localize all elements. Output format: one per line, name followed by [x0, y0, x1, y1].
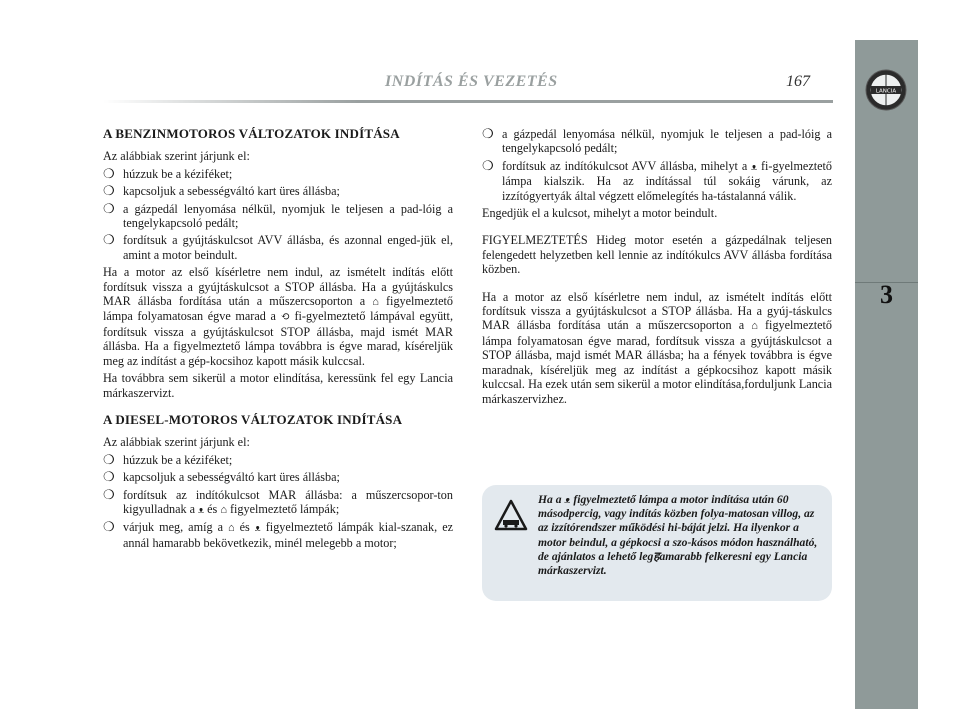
chapter-title: INDÍTÁS ÉS VEZETÉS: [385, 73, 558, 90]
svg-text:LANCIA: LANCIA: [875, 88, 897, 95]
list-item: ❍ fordítsuk a gyújtáskulcsot AVV állásba, és azonnal enged-jük el, amint a motor beindult.: [103, 232, 453, 262]
warning-paragraph: FIGYELMEZTETÉS Hideg motor esetén a gázpedálnak teljesen felengedett helyzetben kell lennie az indítókulcs AVV állásba fordítása közben.: [482, 233, 832, 277]
list-item: ❍ húzzuk be a kéziféket;: [103, 451, 233, 467]
engine-check-icon: ⌂: [751, 320, 758, 333]
header-rule: [103, 100, 833, 103]
bullet-icon: ❍: [103, 200, 115, 216]
list-item: ❍ húzzuk be a kéziféket;: [103, 165, 233, 181]
list-item: ❍ kapcsoljuk a sebességváltó kart üres állásba;: [103, 469, 340, 485]
list-item: ❍ a gázpedál lenyomása nélkül, nyomjuk le teljesen a pad-lóig a tengelykapcsoló pedált;: [482, 126, 832, 156]
bullet-icon: ❍: [103, 519, 115, 535]
glow-plug-icon: ᴥ: [751, 160, 758, 173]
intro-text: Az alábbiak szerint járjunk el:: [103, 435, 250, 450]
paragraph: Ha a motor az első kísérletre nem indul, az ismételt indítás előtt fordítsuk vissza a gyújtáskulcsot a STOP állásba. Ha a gyújtáskulcs MAR állásba fordítása után a műszercsoporton a ⌂ figyelmeztető lámpa folyamatosan égve marad a ⟲ fi-gyelmeztető lámpával együtt, fordítsuk vissza a gyújtáskulcsot STOP állásba, majd ismét MAR állásba. Ha a figyelmeztető lámpa továbbra is égve marad, kíséreljük meg az indítást a gép-kocsihoz kapott másik kulccsal.: [103, 265, 454, 368]
bullet-icon: ❍: [103, 165, 115, 181]
paragraph: Engedjük el a kulcsot, mihelyt a motor beindult.: [482, 206, 718, 221]
chapter-sidebar: [855, 40, 918, 709]
glow-plug-icon: ᴥ: [254, 522, 261, 535]
list-item: ❍ a gázpedál lenyomása nélkül, nyomjuk le teljesen a pad-lóig a tengelykapcsoló pedált;: [103, 200, 453, 231]
chapter-number: 3: [880, 280, 893, 309]
intro-text: Az alábbiak szerint járjunk el:: [103, 149, 250, 164]
engine-check-icon: ⌂: [228, 522, 235, 535]
bullet-icon: ❍: [482, 157, 494, 173]
glow-plug-icon: ᴥ: [198, 503, 205, 516]
page-number: 167: [786, 73, 810, 90]
glow-plug-icon: ᴥ: [564, 494, 571, 506]
list-item: ❍ fordítsuk az indítókulcsot MAR állásba: a műszercsopor-ton kigyulladnak a ᴥ és ⌂ figyelmeztető lámpák;: [103, 486, 453, 516]
paragraph: Ha a motor az első kísérletre nem indul, az ismételt indítás előtt fordítsuk vissza a gyújtáskulcsot a STOP állásba. Ha a gyúj-táskulcs MAR állásba fordítása után a műszercsoporton a ⌂ figyelmeztető lámpa folyamatosan égve marad, fordítsuk vissza a gyújtáskulcsot a STOP állásba, majd ismét MAR állásba; ha a fények továbbra is égve maradnak, kíséreljük meg az indítást a gépkocsihoz kapott másik kulccsal. Ha ezek után sem sikerül a motor elindítása,forduljunk Lancia márkaszervizhez.: [482, 289, 833, 406]
engine-check-icon: ⌂: [372, 296, 379, 309]
bullet-icon: ❍: [103, 486, 115, 502]
engine-check-icon: ⌂: [220, 503, 227, 516]
right-column: [482, 127, 832, 409]
list-item: ❍ kapcsoljuk a sebességváltó kart üres állásba;: [103, 183, 340, 199]
section-title-diesel: A DIESEL-MOTOROS VÁLTOZATOK INDÍTÁSA: [103, 411, 403, 427]
warning-note-box: [482, 485, 832, 601]
paragraph: Ha továbbra sem sikerül a motor elindítása, keressünk fel egy Lancia márkaszervizt.: [103, 371, 453, 400]
bullet-icon: ❍: [103, 469, 115, 485]
bullet-icon: ❍: [482, 126, 494, 141]
list-item: ❍ fordítsuk az indítókulcsot AVV állásba, mihelyt a ᴥ fi-gyelmeztető lámpa kialszik. Ha az indítással túl sokáig várunk, az izzítógyertyák által végzett előmelegítés ha-tástalanná válik.: [482, 157, 833, 203]
left-column: [103, 127, 453, 553]
lancia-logo-icon: [864, 68, 908, 112]
bullet-icon: ❍: [103, 183, 115, 199]
bullet-icon: ❍: [103, 451, 115, 467]
warning-note-text: Ha a ᴥ figyelmeztető lámpa a motor indítása után 60 másodpercig, vagy indítás közben folya-matosan villog, az az izzítórendszer működési hi-báját jelzi. Ha ilyenkor a motor beindul, a gépkocsi a szo-kásos módon használható, de ajánlatos a lehető legहamarabb felkeresni egy Lancia márkaszervizt.: [538, 493, 818, 578]
immobilizer-icon: ⟲: [280, 311, 290, 324]
bullet-icon: ❍: [103, 232, 115, 248]
list-item: ❍ várjuk meg, amíg a ⌂ és ᴥ figyelmeztető lámpák kial-szanak, ez annál hamarabb bekövetkezik, minél melegebb a motor;: [103, 519, 454, 550]
section-title-petrol: A BENZINMOTOROS VÁLTOZATOK INDÍTÁSA: [103, 126, 400, 141]
